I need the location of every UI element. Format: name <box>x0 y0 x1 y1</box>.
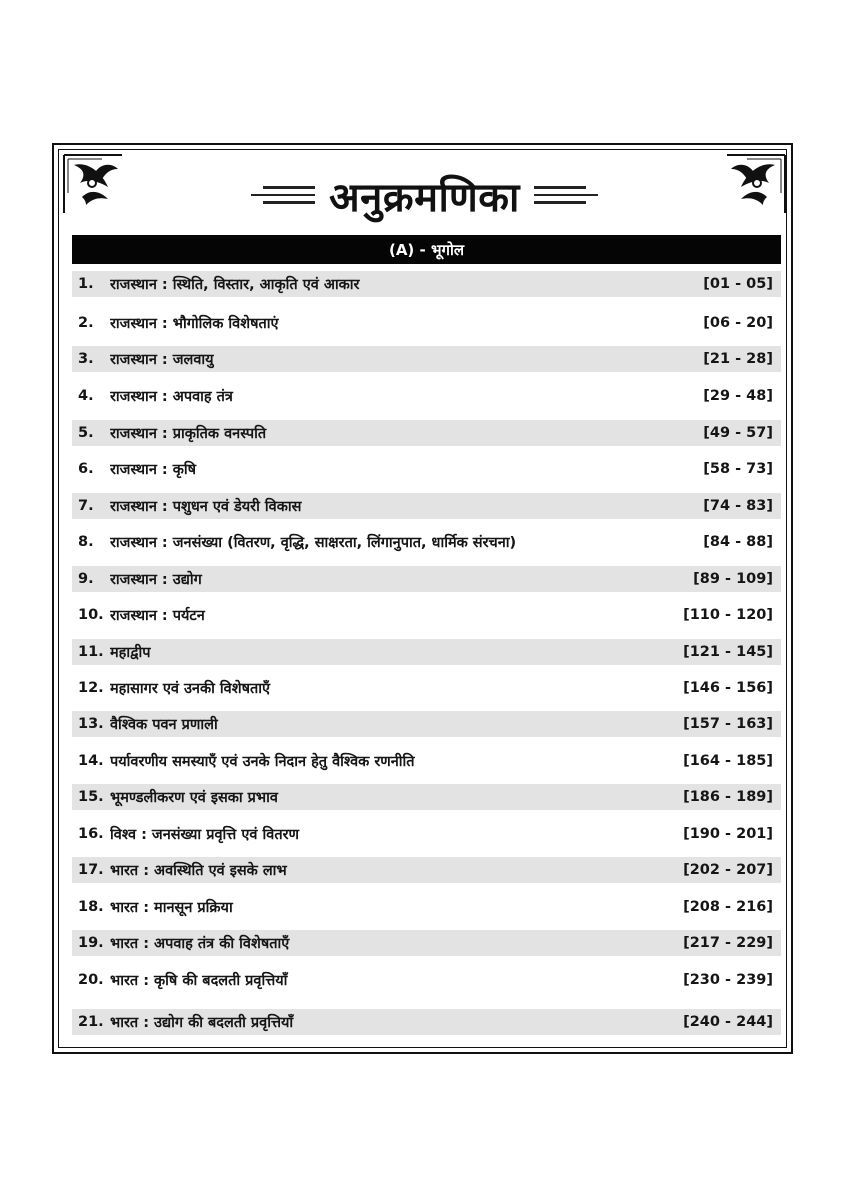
toc-number: 14. <box>78 753 104 769</box>
toc-title: विश्व : जनसंख्या प्रवृत्ति एवं वितरण <box>110 827 300 843</box>
title-rule-right <box>534 186 598 204</box>
toc-number: 15. <box>78 789 104 805</box>
toc-title: राजस्थान : पशुधन एवं डेयरी विकास <box>110 499 302 515</box>
toc-row <box>72 529 781 555</box>
toc-title: राजस्थान : कृषि <box>110 462 197 478</box>
toc-title: भारत : कृषि की बदलती प्रवृत्तियाँ <box>110 973 288 989</box>
toc-page-range: [202 - 207] <box>683 862 773 878</box>
toc-page-range: [74 - 83] <box>703 498 773 514</box>
toc-row <box>72 857 781 883</box>
toc-page-range: [110 - 120] <box>683 607 773 623</box>
toc-number: 16. <box>78 826 104 842</box>
toc-title: राजस्थान : भौगोलिक विशेषताएं <box>110 316 279 332</box>
toc-page-range: [208 - 216] <box>683 899 773 915</box>
toc-title: भारत : अवस्थिति एवं इसके लाभ <box>110 863 287 879</box>
toc-page-range: [49 - 57] <box>703 425 773 441</box>
toc-row <box>72 383 781 409</box>
toc-title: भारत : मानसून प्रक्रिया <box>110 900 233 916</box>
toc-number: 4. <box>78 388 94 404</box>
title-block <box>0 165 849 225</box>
toc-title: राजस्थान : पर्यटन <box>110 608 205 624</box>
page-title: अनुक्रमणिका <box>329 174 520 221</box>
toc-title: राजस्थान : प्राकृतिक वनस्पति <box>110 426 267 442</box>
toc-page-range: [164 - 185] <box>683 753 773 769</box>
toc-number: 12. <box>78 680 104 696</box>
toc-row <box>72 566 781 592</box>
toc-title: महाद्वीप <box>110 645 151 661</box>
toc-page-range: [21 - 28] <box>703 351 773 367</box>
toc-page-range: [230 - 239] <box>683 972 773 988</box>
toc-title: राजस्थान : स्थिति, विस्तार, आकृति एवं आकार <box>110 277 360 293</box>
toc-page-range: [157 - 163] <box>683 716 773 732</box>
toc-row <box>72 821 781 847</box>
toc-row <box>72 310 781 336</box>
toc-number: 6. <box>78 461 94 477</box>
toc-number: 13. <box>78 716 104 732</box>
toc-title: राजस्थान : अपवाह तंत्र <box>110 389 233 405</box>
toc-number: 7. <box>78 498 94 514</box>
toc-page-range: [29 - 48] <box>703 388 773 404</box>
toc-number: 19. <box>78 935 104 951</box>
toc-page-range: [217 - 229] <box>683 935 773 951</box>
toc-number: 5. <box>78 425 94 441</box>
toc-title: भारत : उद्योग की बदलती प्रवृत्तियाँ <box>110 1015 294 1031</box>
toc-row <box>72 493 781 519</box>
toc-row <box>72 639 781 665</box>
toc-row <box>72 784 781 810</box>
toc-title: राजस्थान : जलवायु <box>110 352 214 368</box>
toc-row <box>72 420 781 446</box>
toc-title: महासागर एवं उनकी विशेषताएँ <box>110 681 270 697</box>
toc-title: राजस्थान : उद्योग <box>110 572 202 588</box>
toc-number: 11. <box>78 644 104 660</box>
toc-number: 3. <box>78 351 94 367</box>
toc-page-range: [06 - 20] <box>703 315 773 331</box>
toc-number: 10. <box>78 607 104 623</box>
toc-page-range: [240 - 244] <box>683 1014 773 1030</box>
toc-row <box>72 967 781 993</box>
toc-page-range: [146 - 156] <box>683 680 773 696</box>
toc-title: भूमण्डलीकरण एवं इसका प्रभाव <box>110 790 278 806</box>
toc-number: 1. <box>78 276 94 292</box>
toc-number: 9. <box>78 571 94 587</box>
toc-page-range: [01 - 05] <box>703 276 773 292</box>
toc-number: 17. <box>78 862 104 878</box>
toc-row <box>72 930 781 956</box>
toc-number: 18. <box>78 899 104 915</box>
toc-row <box>72 346 781 372</box>
toc-number: 2. <box>78 315 94 331</box>
toc-page-range: [89 - 109] <box>693 571 773 587</box>
toc-title: भारत : अपवाह तंत्र की विशेषताएँ <box>110 936 290 952</box>
toc-row <box>72 675 781 701</box>
toc-row <box>72 456 781 482</box>
toc-number: 21. <box>78 1014 104 1030</box>
toc-row <box>72 1009 781 1035</box>
toc-page-range: [84 - 88] <box>703 534 773 550</box>
toc-row <box>72 271 781 297</box>
toc-number: 8. <box>78 534 94 550</box>
toc-page-range: [58 - 73] <box>703 461 773 477</box>
toc-row <box>72 748 781 774</box>
toc-page-range: [186 - 189] <box>683 789 773 805</box>
toc-page-range: [190 - 201] <box>683 826 773 842</box>
toc-title: पर्यावरणीय समस्याएँ एवं उनके निदान हेतु वैश्विक रणनीति <box>110 754 415 770</box>
toc-row <box>72 602 781 628</box>
title-rule-left <box>251 186 315 204</box>
section-header: (A) - भूगोल <box>72 235 781 264</box>
toc-page-range: [121 - 145] <box>683 644 773 660</box>
toc-row <box>72 711 781 737</box>
toc-number: 20. <box>78 972 104 988</box>
toc-title: वैश्विक पवन प्रणाली <box>110 717 218 733</box>
toc-title: राजस्थान : जनसंख्या (वितरण, वृद्धि, साक्षरता, लिंगानुपात, धार्मिक संरचना) <box>110 535 517 551</box>
toc-row <box>72 894 781 920</box>
